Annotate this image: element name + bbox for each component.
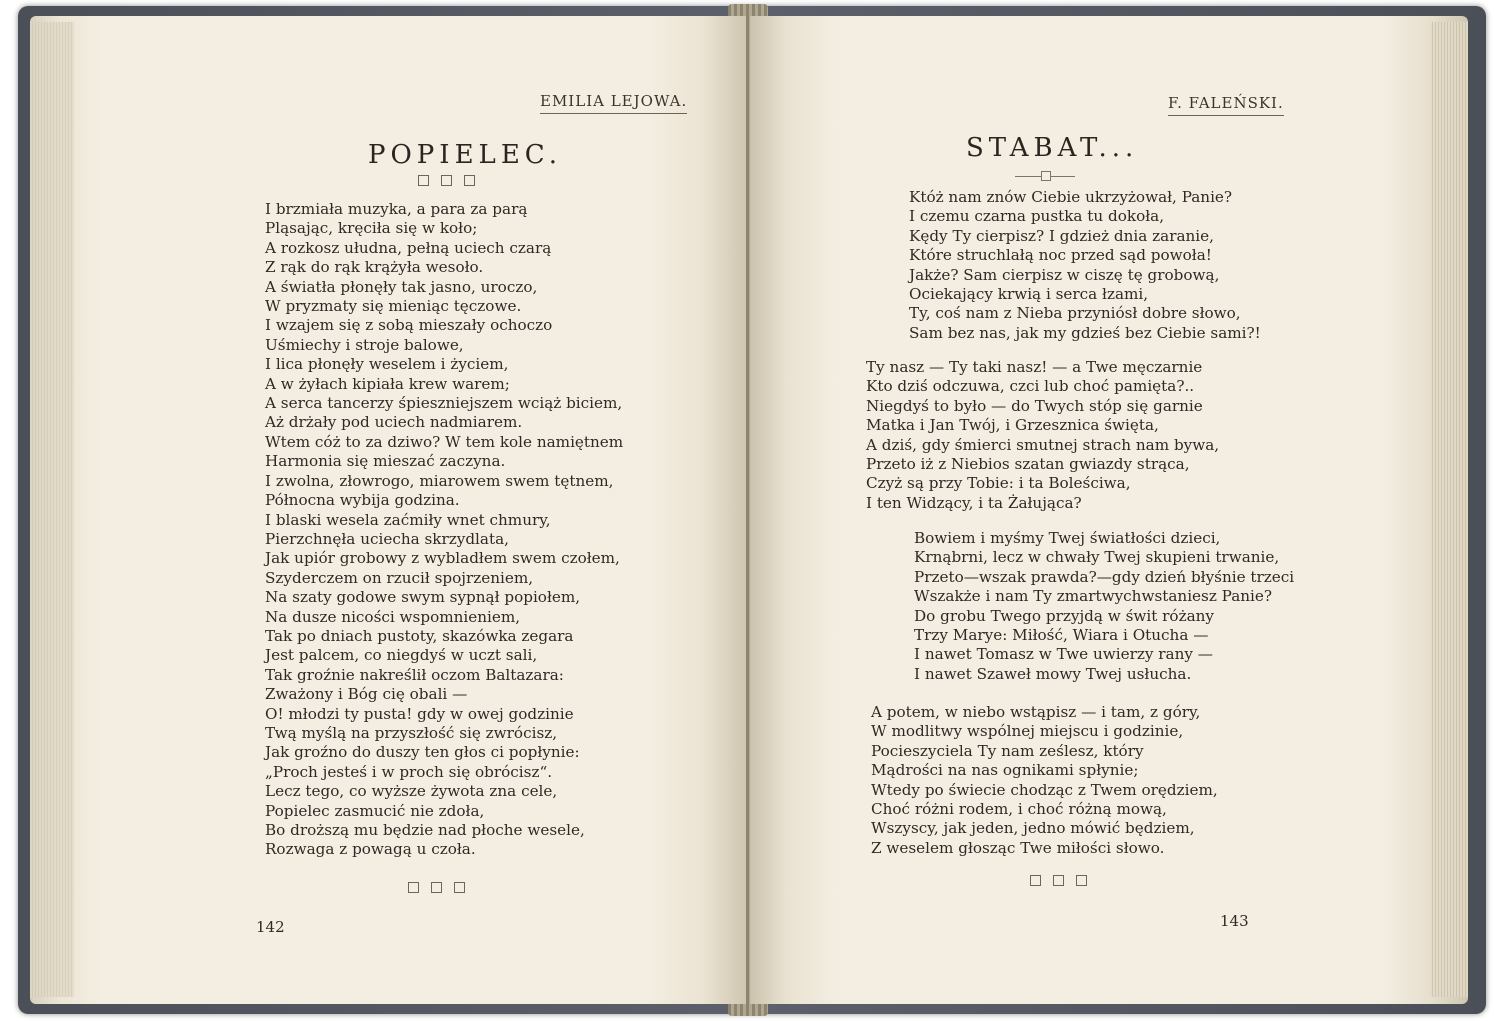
verse-line: Aż drżały pod uciech nadmiarem.: [265, 413, 523, 432]
verse-line: Wtem cóż to za dziwo? W tem kole namiętnem: [265, 432, 624, 451]
verse-line: Ociekający krwią i serca łzami,: [909, 285, 1149, 304]
verse-line: Kędy Ty cierpisz? I gdzież dnia zaranie,: [909, 226, 1214, 245]
verse-line: Któż nam znów Ciebie ukrzyżował, Panie?: [909, 188, 1233, 206]
verse-line: Matka i Jan Twój, i Grzesznica święta,: [866, 416, 1159, 435]
left-title-ornament: [418, 175, 475, 186]
ornament-square-icon: [418, 175, 429, 186]
verse-line: Rozwaga z powagą u czoła.: [265, 840, 476, 859]
verse-line: Na szaty godowe swym sypnął popiołem,: [265, 588, 581, 607]
verse-line: Sam bez nas, jak my gdzieś bez Ciebie sami?!: [909, 323, 1261, 342]
verse-line: Z weselem głosząc Twe miłości słowo.: [871, 838, 1165, 857]
verse-line: Przeto—wszak prawda?—gdy dzień błyśnie trzeci: [914, 567, 1295, 586]
verse-line: Z rąk do rąk krążyła wesoło.: [265, 258, 484, 277]
verse-line: I ten Widzący, i ta Żałująca?: [866, 493, 1082, 512]
verse-line: Jakże? Sam cierpisz w ciszę tę grobową,: [909, 265, 1220, 284]
left-poem-title: POPIELEC.: [368, 140, 563, 170]
ornament-square-icon: [1053, 875, 1064, 886]
verse-line: A serca tancerzy śpieszniejszem wciąż biciem,: [265, 394, 623, 413]
verse-line: Pocieszyciela Ty nam ześlesz, który: [871, 741, 1144, 760]
ornament-square-icon: [408, 882, 419, 893]
verse-line: I wzajem się z sobą mieszały ochoczo: [265, 316, 553, 335]
verse-line: Twą myślą na przyszłość się zwrócisz,: [265, 723, 558, 742]
verse-line: A potem, w niebo wstąpisz — i tam, z góry,: [871, 703, 1201, 721]
verse-line: Pląsając, kręciła się w koło;: [265, 219, 478, 238]
verse-line: I nawet Tomasz w Twe uwierzy rany —: [914, 645, 1213, 664]
verse-line: Choć różni rodem, i choć różną mową,: [871, 800, 1167, 819]
right-poem-title: STABAT...: [966, 133, 1139, 163]
verse-line: I lica płonęły weselem i życiem,: [265, 355, 509, 374]
verse-line: Trzy Marye: Miłość, Wiara i Otucha —: [914, 626, 1209, 645]
verse-line: A dziś, gdy śmierci smutnej strach nam bywa,: [866, 435, 1220, 454]
verse-line: W modlitwy wspólnej miejscu i godzinie,: [871, 722, 1184, 741]
verse-line: Niegdyś to było — do Twych stóp się garnie: [866, 396, 1203, 415]
verse-line: Uśmiechy i stroje balowe,: [265, 335, 464, 354]
verse-line: „Proch jesteś i w proch się obrócisz“.: [265, 762, 553, 781]
verse-line: Zważony i Bóg cię obali —: [265, 685, 468, 704]
verse-line: Popielec zasmucić nie zdoła,: [265, 801, 485, 820]
verse-line: Na dusze nicości wspomnieniem,: [265, 607, 521, 626]
ornament-square-icon: [1030, 875, 1041, 886]
verse-line: Szyderczem on rzucił spojrzeniem,: [265, 568, 534, 587]
verse-line: Północna wybija godzina.: [265, 491, 460, 510]
ornament-square-icon: [441, 175, 452, 186]
right-running-head: F. FALEŃSKI.: [1168, 94, 1284, 116]
verse-line: Bo droższą mu będzie nad płoche wesele,: [265, 821, 585, 839]
ornament-square-icon: [1076, 875, 1087, 886]
verse-line: Jak upiór grobowy z wybladłem swem czołem,: [265, 549, 620, 568]
verse-line: Czyż są przy Tobie: i ta Boleściwa,: [866, 474, 1131, 493]
verse-line: Krnąbrni, lecz w chwały Twej skupieni trwanie,: [914, 548, 1280, 567]
verse-line: Ty, coś nam z Nieba przyniósł dobre słowo,: [909, 304, 1241, 323]
verse-line: Harmonia się mieszać zaczyna.: [265, 452, 506, 471]
right-title-ornament: [1015, 170, 1075, 182]
right-page-number: 143: [1220, 912, 1249, 930]
verse-line: I czemu czarna pustka tu dokoła,: [909, 207, 1165, 226]
left-page-edges: [30, 22, 74, 997]
ornament-square-icon: [454, 882, 465, 893]
left-end-ornament: [408, 882, 465, 893]
verse-line: Jak groźno do duszy ten głos ci popłynie:: [265, 743, 580, 762]
verse-line: Tak groźnie nakreślił oczom Baltazara:: [265, 665, 564, 684]
right-stanza-1: [909, 188, 1261, 343]
ornament-square-icon: [464, 175, 475, 186]
verse-line: Ty nasz — Ty taki nasz! — a Twe męczarnie: [866, 358, 1203, 376]
verse-line: A rozkosz ułudna, pełną uciech czarą: [265, 238, 552, 257]
verse-line: Jest palcem, co niegdyś w uczt sali,: [265, 646, 538, 665]
verse-line: I nawet Szaweł mowy Twej usłucha.: [914, 664, 1192, 683]
left-page-number: 142: [256, 918, 285, 936]
verse-line: Tak po dniach pustoty, skazówka zegara: [265, 626, 574, 645]
verse-line: Przeto iż z Niebios szatan gwiazdy strąca,: [866, 455, 1190, 474]
verse-line: Bowiem i myśmy Twej światłości dzieci,: [914, 529, 1221, 547]
left-poem-text: [265, 200, 623, 860]
verse-line: I brzmiała muzyka, a para za parą: [265, 200, 528, 218]
verse-line: A światła płonęły tak jasno, uroczo,: [265, 277, 538, 296]
verse-line: W pryzmaty się mieniąc tęczowe.: [265, 297, 522, 316]
verse-line: Które struchlałą noc przed sąd powoła!: [909, 246, 1212, 265]
verse-line: I zwolna, złowrogo, miarowem swem tętnem,: [265, 471, 614, 490]
verse-line: Wtedy po świecie chodząc z Twem orędziem,: [871, 780, 1218, 799]
verse-line: Pierzchnęła uciecha skrzydlata,: [265, 529, 509, 548]
verse-line: Mądrości na nas ognikami spłynie;: [871, 761, 1139, 780]
right-stanza-3: [914, 529, 1294, 684]
verse-line: Kto dziś odczuwa, czci lub choć pamięta?..: [866, 377, 1195, 396]
verse-line: A w żyłach kipiała krew warem;: [265, 374, 510, 393]
verse-line: Do grobu Twego przyjdą w świt różany: [914, 606, 1214, 625]
right-stanza-2: [866, 358, 1219, 513]
verse-line: O! młodzi ty pusta! gdy w owej godzinie: [265, 704, 574, 723]
verse-line: Wszakże i nam Ty zmartwychwstaniesz Panie?: [914, 587, 1273, 606]
right-stanza-4: [871, 703, 1218, 858]
right-page-edges: [1430, 22, 1468, 997]
ornament-square-icon: [431, 882, 442, 893]
verse-line: Wszyscy, jak jeden, jedno mówić będziem,: [871, 819, 1195, 838]
verse-line: I blaski wesela zaćmiły wnet chmury,: [265, 510, 551, 529]
left-running-head: EMILIA LEJOWA.: [540, 92, 687, 114]
verse-line: Lecz tego, co wyższe żywota zna cele,: [265, 782, 558, 801]
right-end-ornament: [1030, 875, 1087, 886]
